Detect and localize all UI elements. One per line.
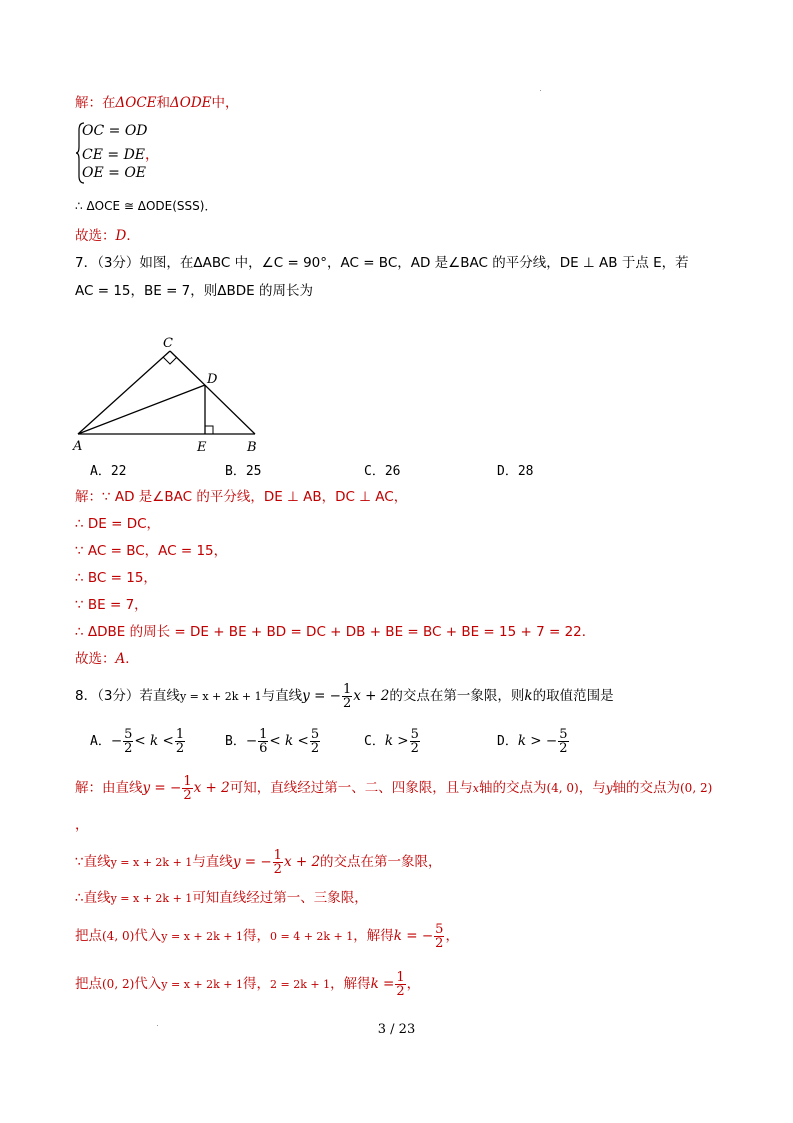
math-triangle-oce: ΔOCE — [115, 95, 157, 111]
num: 1 — [183, 773, 192, 789]
text: ． — [126, 228, 140, 244]
math: y = x + 2k + 1 — [110, 892, 193, 905]
text: ， — [445, 928, 459, 944]
den: 2 — [124, 740, 133, 756]
den: 2 — [559, 740, 568, 756]
math: y = x + 2k + 1 — [110, 856, 193, 869]
num: 5 — [435, 921, 444, 937]
text: 中， — [211, 95, 239, 111]
text: ， — [406, 976, 421, 992]
math-point: (0, 2) — [680, 781, 713, 795]
q8-option-b — [225, 726, 321, 757]
math: 0 = 4 + 2k + 1 — [269, 930, 354, 943]
num: 1 — [343, 681, 352, 697]
den: 6 — [259, 740, 268, 756]
q7-line2: AC = 15，BE = 7，则ΔBDE 的周长为 — [75, 283, 313, 299]
fraction — [273, 849, 283, 876]
text: 与直线 — [261, 688, 303, 704]
text: 代入 — [134, 976, 162, 992]
text: ∵直线 — [75, 854, 111, 870]
num: 5 — [310, 726, 320, 742]
sol8-line3 — [75, 888, 368, 909]
sol7-line3: ∵ AC = BC，AC = 15， — [75, 543, 228, 559]
text: ，解得 — [353, 928, 394, 944]
num: 5 — [124, 726, 133, 742]
sol8-line5 — [75, 970, 420, 999]
comma: ， — [145, 147, 160, 163]
text: 可知，直线经过第一、二、四象限，且与 — [229, 780, 473, 796]
text: 的交点在第一象限， — [320, 854, 442, 870]
q7-option-c: C．26 — [364, 464, 401, 479]
text: ，与 — [578, 780, 606, 796]
text: ，解得 — [330, 976, 371, 992]
q7-line1: 7．（3分）如图，在ΔABC 中，∠C = 90°，AC = BC，AD 是∠BAC 的平分线，DE ⊥ AB 于点 E，若 — [75, 255, 689, 271]
text: 得， — [242, 976, 270, 992]
math: < k < — [269, 733, 309, 749]
den: 2 — [175, 740, 185, 756]
math-triangle-ode: ΔODE — [170, 95, 212, 111]
fraction — [395, 971, 405, 998]
option-label: B． — [225, 734, 246, 749]
answer-letter: D — [115, 228, 127, 244]
label-b: B — [247, 440, 257, 455]
math: k > − — [517, 733, 558, 749]
fraction — [258, 728, 268, 755]
math: y = x + 2k + 1 — [161, 930, 243, 943]
q7-option-b: B．25 — [225, 464, 262, 479]
den: 2 — [410, 740, 419, 756]
num: 1 — [396, 969, 405, 985]
q8-option-d — [497, 726, 570, 757]
den: 2 — [396, 983, 405, 999]
text: 8．（3分）若直线 — [75, 688, 180, 704]
math-x: x — [472, 782, 479, 795]
answer-letter: A — [115, 651, 126, 667]
sol6-line1 — [75, 93, 239, 113]
text: 得， — [242, 928, 270, 944]
option-label: D． — [497, 734, 518, 749]
den: 2 — [273, 861, 282, 877]
text: 与直线 — [192, 854, 233, 870]
fraction — [310, 728, 320, 755]
math: − — [245, 733, 258, 749]
text: 轴的交点为 — [612, 780, 680, 796]
math: x + 2 — [353, 688, 390, 704]
sol6-therefore: ∴ ΔOCE ≅ ΔODE(SSS)． — [75, 199, 217, 213]
sol8-line1-cont: ， — [75, 817, 89, 833]
text: 代入 — [134, 928, 162, 944]
text: 把点 — [75, 928, 102, 944]
fraction — [558, 728, 568, 755]
label-d: D — [207, 372, 218, 387]
num: 1 — [175, 726, 185, 742]
sol8-line2 — [75, 848, 442, 877]
math: (4, 0) — [102, 929, 135, 943]
fraction — [182, 775, 192, 802]
q8-line1 — [75, 682, 614, 711]
sol7-line4: ∴ BC = 15， — [75, 570, 157, 586]
math: 2 = 2k + 1 — [269, 978, 331, 991]
math: k = − — [393, 928, 434, 944]
math-y: y — [605, 781, 613, 795]
q8-option-a — [90, 726, 186, 757]
sol8-line4 — [75, 922, 459, 951]
text: ． — [125, 651, 139, 667]
num: 1 — [273, 847, 282, 863]
math-line1: y = x + 2k + 1 — [179, 690, 262, 703]
q8-option-c — [364, 726, 421, 757]
text: 的取值范围是 — [532, 688, 614, 704]
den: 2 — [343, 695, 352, 711]
sol6-answer — [75, 226, 140, 246]
fraction — [410, 728, 420, 755]
sol7-answer — [75, 649, 139, 669]
option-label: A． — [90, 734, 111, 749]
option-label: C． — [364, 734, 385, 749]
math: (0, 2) — [102, 977, 135, 991]
text: 解：由直线 — [75, 780, 143, 796]
sol7-line6: ∴ ΔDBE 的周长 = DE + BE + BD = DC + DB + BE = BC + BE = 15 + 7 = 22． — [75, 624, 596, 640]
text: ∴直线 — [75, 890, 111, 906]
den: 2 — [435, 935, 444, 951]
triangle-figure — [60, 330, 270, 460]
math: y = x + 2k + 1 — [161, 978, 243, 991]
label-e: E — [197, 440, 207, 455]
den: 2 — [310, 740, 320, 756]
text: 轴的交点为 — [478, 780, 547, 796]
math-k: k — [524, 688, 533, 704]
math: x + 2 — [283, 854, 321, 870]
label-a: A — [73, 439, 83, 454]
q7-option-a: A．22 — [90, 464, 127, 479]
math: < k < — [134, 733, 174, 749]
text: 把点 — [75, 976, 102, 992]
q7-option-d: D．28 — [497, 464, 534, 479]
text: 可知直线经过第一、三象限， — [192, 890, 368, 906]
math: x + 2 — [193, 780, 230, 796]
text: 解：在 — [75, 95, 116, 111]
text: 的交点在第一象限，则 — [389, 688, 525, 704]
den: 2 — [183, 787, 192, 803]
math: − — [110, 733, 123, 749]
system-row-2-eq: CE = DE — [82, 147, 146, 163]
sol7-line1: 解：∵ AD 是∠BAC 的平分线，DE ⊥ AB，DC ⊥ AC， — [75, 489, 408, 505]
math: y = − — [232, 854, 272, 870]
math: y = − — [142, 780, 182, 796]
system-row-2 — [82, 144, 159, 164]
fraction — [175, 728, 185, 755]
text: 故选： — [75, 651, 116, 667]
system-row-3: OE = OE — [82, 165, 147, 181]
math: k = — [370, 976, 395, 992]
sol7-line5: ∵ BE = 7， — [75, 597, 148, 613]
num: 5 — [559, 726, 568, 742]
sol7-line2: ∴ DE = DC， — [75, 516, 161, 532]
math-point: (4, 0) — [546, 781, 579, 795]
sol8-line1 — [75, 774, 712, 803]
num: 5 — [410, 726, 419, 742]
system-row-1: OC = OD — [82, 123, 148, 139]
page-number: 3 / 23 — [377, 1022, 416, 1037]
math: y = − — [302, 688, 341, 704]
fraction — [123, 728, 133, 755]
math: k > — [384, 733, 409, 749]
label-c: C — [163, 336, 173, 351]
fraction — [342, 683, 352, 710]
num: 1 — [259, 726, 268, 742]
text: 和 — [156, 95, 171, 111]
scan-speck — [540, 90, 541, 91]
fraction — [434, 923, 444, 950]
text: 故选： — [75, 228, 116, 244]
